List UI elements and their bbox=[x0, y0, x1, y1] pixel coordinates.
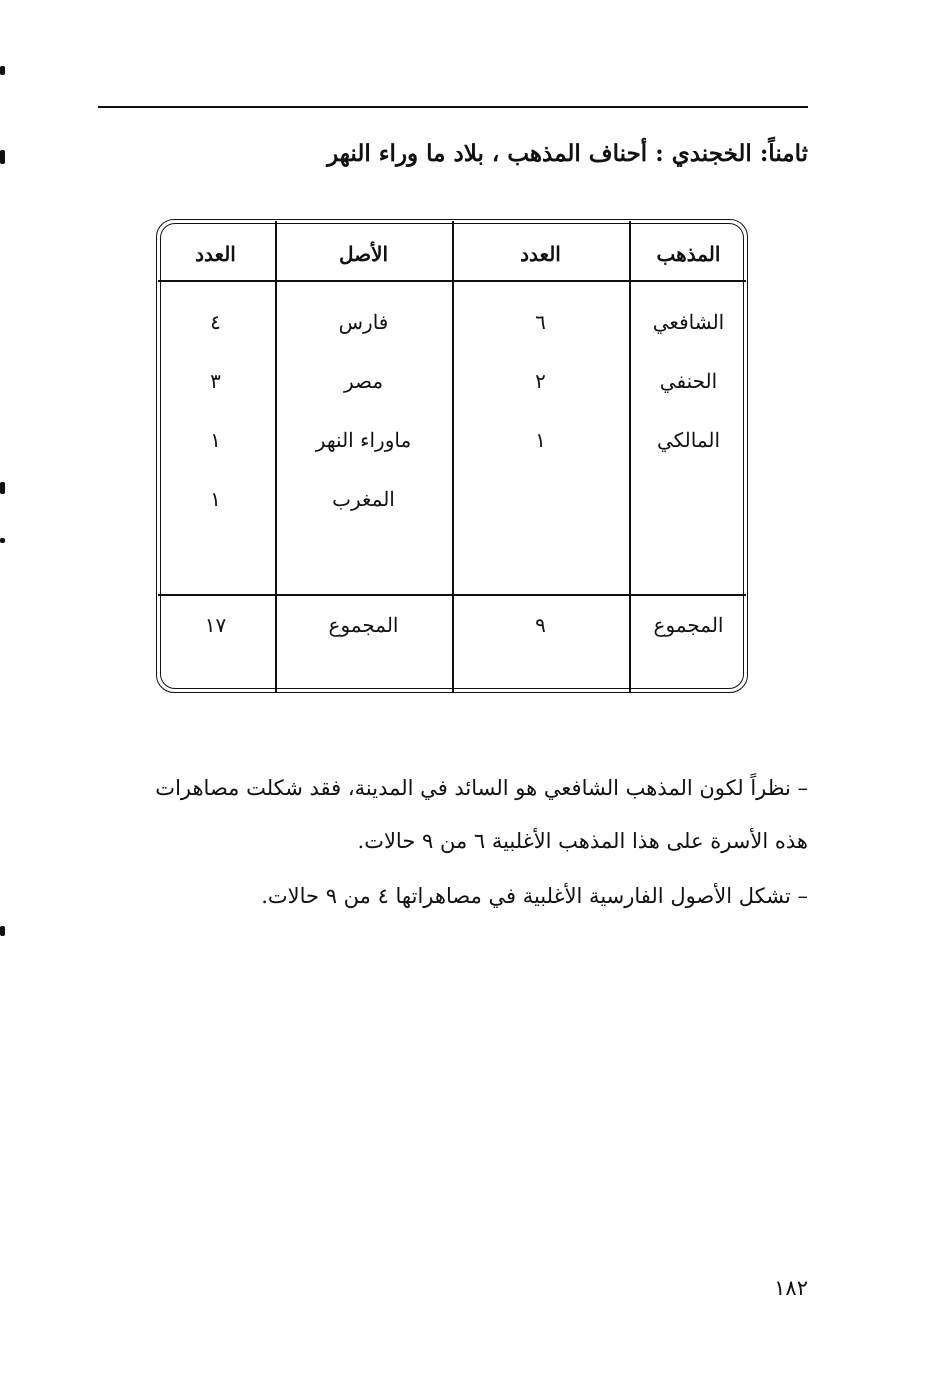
table-cell: مصر bbox=[343, 369, 384, 393]
body-paragraph: هذه الأسرة على هذا المذهب الأغلبية ٦ من ٩ حالات. bbox=[357, 829, 808, 853]
table-cell: ١ bbox=[210, 428, 221, 452]
table-cell: المالكي bbox=[656, 428, 721, 452]
header-madhhab: المذهب bbox=[656, 242, 721, 266]
margin-mark bbox=[0, 66, 5, 75]
top-rule bbox=[98, 106, 808, 108]
table-header-divider bbox=[158, 280, 746, 282]
header-count: العدد bbox=[520, 242, 561, 266]
body-paragraph: – نظراً لكون المذهب الشافعي هو السائد في المدينة، فقد شكلت مصاهرات bbox=[155, 776, 808, 800]
section-heading: ثامناً: الخجندي : أحناف المذهب ، بلاد ما وراء النهر bbox=[327, 140, 808, 167]
table-cell: ٦ bbox=[535, 310, 546, 334]
margin-mark bbox=[0, 482, 5, 494]
table-cell: الحنفي bbox=[659, 369, 718, 393]
body-paragraph: – تشكل الأصول الفارسية الأغلبية في مصاهراتها ٤ من ٩ حالات. bbox=[261, 884, 808, 908]
table-cell: ١ bbox=[535, 428, 546, 452]
table-cell: ٤ bbox=[210, 310, 221, 334]
table-cell: الشافعي bbox=[652, 310, 725, 334]
total-value: ١٧ bbox=[204, 613, 227, 637]
header-origin: الأصل bbox=[338, 242, 389, 266]
table-cell: ماوراء النهر bbox=[315, 428, 412, 452]
total-value: ٩ bbox=[535, 613, 546, 637]
table-totals-divider bbox=[158, 594, 746, 596]
margin-mark bbox=[0, 926, 5, 936]
margin-mark bbox=[0, 150, 5, 164]
table-cell: ٢ bbox=[535, 369, 546, 393]
table-cell: ١ bbox=[210, 487, 221, 511]
table-cell: ٣ bbox=[210, 369, 221, 393]
table-cell: المغرب bbox=[332, 487, 395, 511]
table-cell: فارس bbox=[338, 310, 389, 334]
total-label: المجموع bbox=[328, 613, 399, 637]
page-number: ١٨٢ bbox=[774, 1276, 808, 1300]
header-count-origin: العدد bbox=[195, 242, 236, 266]
margin-mark bbox=[0, 538, 5, 543]
total-label: المجموع bbox=[653, 613, 724, 637]
